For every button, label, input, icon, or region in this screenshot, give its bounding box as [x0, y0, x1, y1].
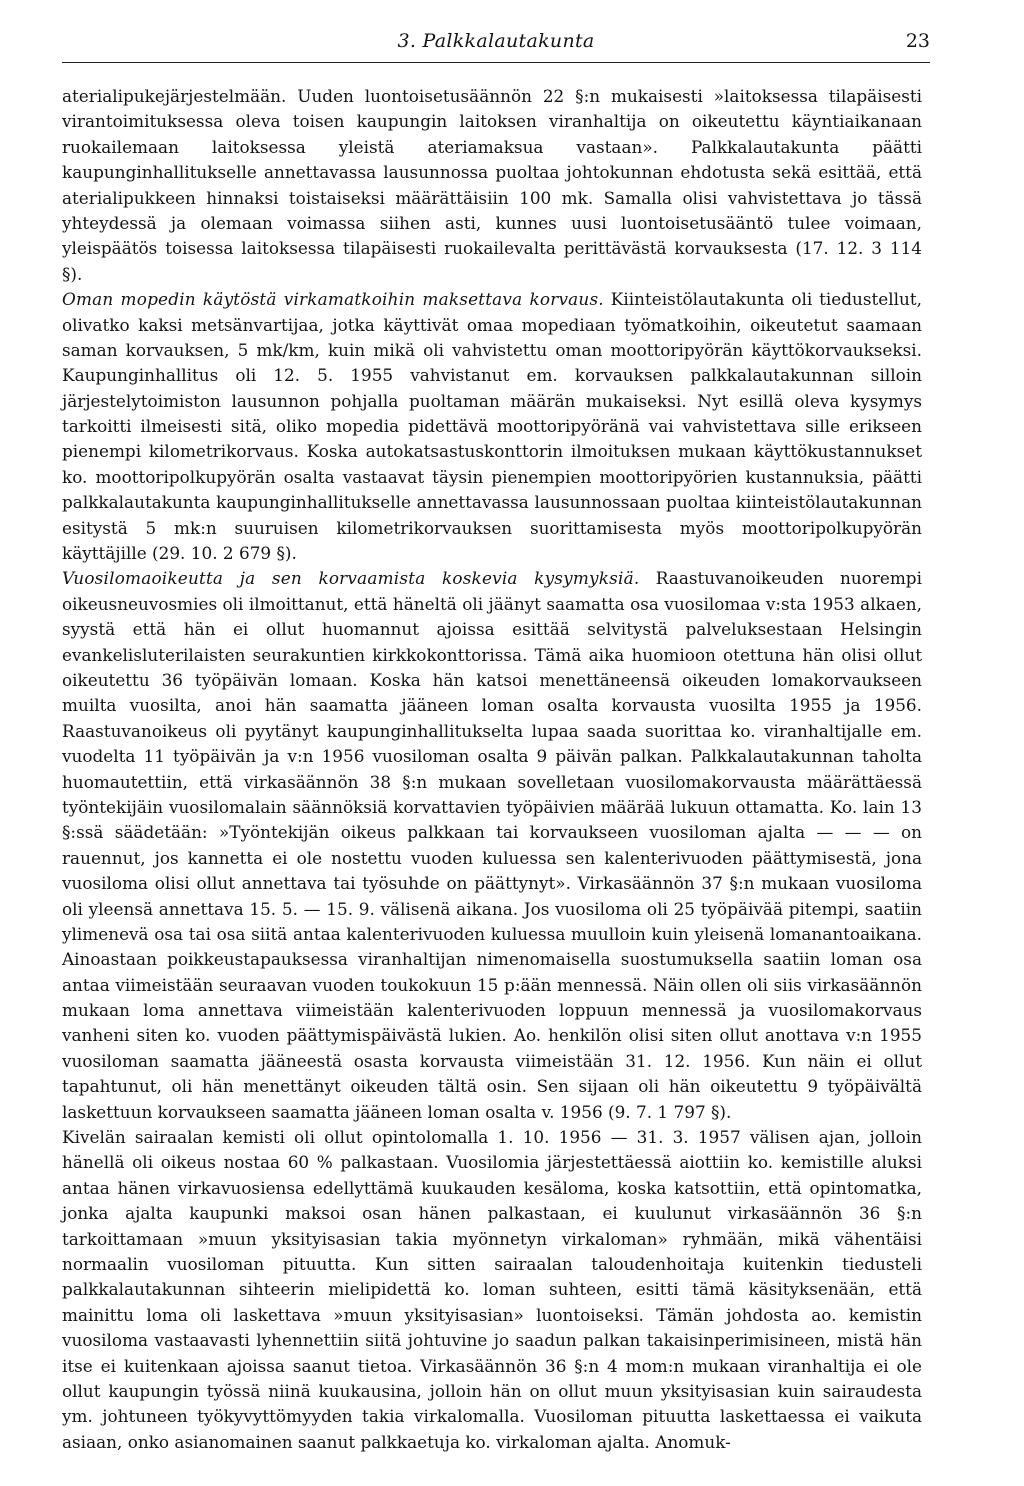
page-header — [62, 30, 930, 56]
section-heading: Vuosilomaoikeutta ja sen korvaamista koskevia kysymyksiä. — [62, 568, 640, 589]
paragraph-text: Kiinteistölautakunta oli tiedustellut, olivatko kaksi metsänvartijaa, jotka käyttivät omaa mopediaan työmatkoihin, oikeutetut saamaan saman korvauksen, 5 mk/km, kuin mikä oli vahvistettu oman moottoripyörän käyttökorvaukseksi. Kaupunginhallitus oli 12. 5. 1955 vahvistanut em. korvauksen palkkalautakunnan silloin järjestelytoimiston lausunnon pohjalla puoltaman määrän mukaiseksi. Nyt esillä oleva kysymys tarkoitti ilmeisesti sitä, oliko mopedia pidettävä moottoripyöränä vai vahvistettava sille erikseen pienempi kilometrikorvaus. Koska autokatsastuskonttorin ilmoituksen mukaan käyttökustannukset ko. moottoripolkupyörän osalta vastaavat täysin pienempien moottoripyörien kustannuksia, päätti palkkalautakunta kaupunginhallitukselle annettavassa lausunnossaan puoltaa kiinteistölautakunnan esitystä 5 mk:n suuruisen kilometrikorvauksen suorittamisesta myös moottoripolkupyörän käyttäjille (29. 10. 2 679 §). — [62, 289, 922, 564]
page-number: 23 — [905, 30, 930, 52]
paragraph-text: aterialipukejärjestelmään. Uuden luontoisetusäännön 22 §:n mukaisesti »laitoksessa tilapäisesti virantoimituksessa oleva toisen kaupungin laitoksen viranhaltija on oikeutettu käyntiaikanaan ruokailemaan laitoksessa yleistä ateriamaksua vastaan». Palkkalautakunta päätti kaupunginhallitukselle annettavassa lausunnossa puoltaa johtokunnan ehdotusta sekä esittää, että aterialipukkeen hinnaksi toistaiseksi määrättäisiin 100 mk. Samalla olisi vahvistettava jo tässä yhteydessä ja olemaan voimassa siihen asti, kunnes uusi luontoisetusääntö tulee voimaan, yleispäätös toisessa laitoksessa tilapäisesti ruokailevalta perittävästä korvauksesta (17. 12. 3 114 §). — [62, 86, 922, 284]
paragraph-text: Raastuvanoikeuden nuorempi oikeusneuvosmies oli ilmoittanut, että häneltä oli jäänyt saamatta osa vuosilomaa v:sta 1953 alkaen, syystä että hän ei ollut huomannut ajoissa esittää selvitystä palveluksestaan Helsingin evankelisluterilaisten seurakuntien kirkkokonttorissa. Tämä aika huomioon otettuna hän olisi ollut oikeutettu 36 työpäivän lomaan. Koska hän katsoi menettäneensä oikeuden lomakorvaukseen muilta vuosilta, anoi hän saamatta jääneen loman osalta korvausta vuosilta 1955 ja 1956. Raastuvanoikeus oli pyytänyt kaupunginhallitukselta lupaa saada suorittaa ko. viranhaltijalle em. vuodelta 11 työpäivän ja v:n 1956 vuosiloman osalta 9 päivän palkan. Palkkalautakunnan taholta huomautettiin, että virkasäännön 38 §:n mukaan sovelletaan vuosilomakorvausta määrättäessä työntekijäin vuosilomalain säännöksiä korvattavien työpäivien määrää lukuun ottamatta. Ko. lain 13 §:ssä säädetään: »Työntekijän oikeus palkkaan tai korvaukseen vuosiloman ajalta — — — on rauennut, jos kannetta ei ole nostettu vuoden kuluessa sen kalenterivuoden päättymisestä, jona vuosiloma olisi ollut annettava tai työsuhde on päättynyt». Virkasäännön 37 §:n mukaan vuosiloma oli yleensä annettava 15. 5. — 15. 9. välisenä aikana. Jos vuosiloma oli 25 työpäivää pitempi, saatiin ylimenevä osa tai osa siitä antaa kalenterivuoden kuluessa muulloin kuin yleisenä lomanantoaikana. Ainoastaan poikkeustapauksessa viranhaltijan nimenomaisella suostumuksella saatiin loman osa antaa viimeistään seuraavan vuoden toukokuun 15 p:ään mennessä. Näin ollen oli siis virkasäännön mukaan loma annettava viimeistään kalenterivuoden loppuun mennessä ja vuosilomakorvaus vanheni siten ko. vuoden päättymispäivästä lukien. Ao. henkilön olisi siten ollut anottava v:n 1955 vuosiloman saamatta jääneestä osasta korvausta viimeistään 31. 12. 1956. Kun näin ei ollut tapahtunut, oli hän menettänyt oikeuden tältä osin. Sen sijaan oli hän oikeutettu 9 työpäivältä laskettuun korvaukseen saamatta jääneen loman osalta v. 1956 (9. 7. 1 797 §). — [62, 568, 922, 1122]
header-rule — [62, 62, 930, 63]
paragraph-3 — [62, 566, 922, 1125]
paragraph-1 — [62, 84, 922, 287]
section-heading: Oman mopedin käytöstä virkamatkoihin maksettava korvaus. — [62, 289, 604, 310]
paragraph-2 — [62, 287, 922, 566]
paragraph-4 — [62, 1125, 922, 1455]
body-text — [62, 84, 922, 1455]
paragraph-text: Kivelän sairaalan kemisti oli ollut opintolomalla 1. 10. 1956 — 31. 3. 1957 välisen ajan, jolloin hänellä oli oikeus nostaa 60 % palkastaan. Vuosilomia järjestettäessä aiottiin ko. kemistille aluksi antaa hänen virkavuosiensa edellyttämä kuukauden kesäloma, koska katsottiin, että opintomatka, jonka ajalta kaupunki maksoi osan hänen palkastaan, ei kuulunut virkasäännön 36 §:n tarkoittamaan »muun yksityisasian takia myönnetyn virkaloman» ryhmään, mikä vähentäisi normaalin vuosiloman pituutta. Kun sitten sairaalan taloudenhoitaja kuitenkin tiedusteli palkkalautakunnan sihteerin mielipidettä ko. loman suhteen, esitti tämä käsityksenään, että mainittu loma oli laskettava »muun yksityisasian» luontoiseksi. Tämän johdosta ao. kemistin vuosiloma vastaavasti lyhennettiin siitä johtuvine jo saadun palkan takaisinperimisineen, mistä hän itse ei kuitenkaan ajoissa saanut tietoa. Virkasäännön 36 §:n 4 mom:n mukaan viranhaltija ei ole ollut kaupungin työssä niinä kuukausina, jolloin hän on ollut muun yksityisasian kuin sairaudesta ym. johtuneen työkyvyttömyyden takia virkalomalla. Vuosiloman pituutta laskettaessa ei vaikuta asiaan, onko asianomainen saanut palkkaetuja ko. virkaloman ajalta. Anomuk- — [62, 1127, 922, 1452]
running-title: 3. Palkkalautakunta — [397, 30, 595, 52]
